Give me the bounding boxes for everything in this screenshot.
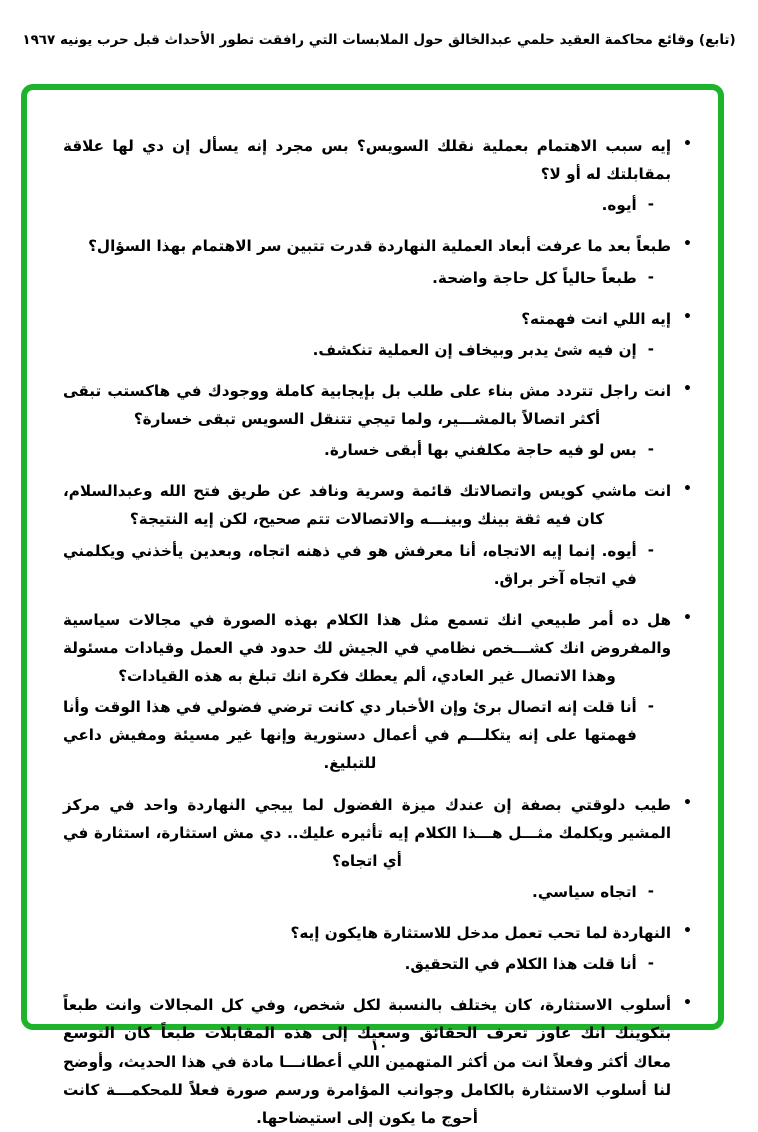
bullet-icon: • xyxy=(683,308,692,325)
dash-icon: - xyxy=(647,954,654,973)
question-text: إيه سبب الاهتمام بعملية نقلك السويس؟ بس مجرد إنه يسأل إن دي لها علاقة بمقابلتك له أو لا؟ xyxy=(63,137,672,184)
dialog-item xyxy=(63,791,692,907)
dash-icon: - xyxy=(647,440,654,459)
answer-text: أنا قلت هذا الكلام في التحقيق. xyxy=(404,955,637,974)
answer-text: اتجاه سياسي. xyxy=(532,882,637,901)
dialog-item xyxy=(63,377,692,464)
question-row xyxy=(63,919,692,947)
dash-icon: - xyxy=(647,267,654,286)
answer-row xyxy=(63,264,692,292)
answer-text: بس لو فيه حاجة مكلفني بها أبقى خسارة. xyxy=(324,441,637,460)
dialog-item xyxy=(63,232,692,291)
dialog-item xyxy=(63,305,692,364)
dash-icon: - xyxy=(647,881,654,900)
dialog-content xyxy=(27,90,718,1132)
question-text: طبعاً بعد ما عرفت أبعاد العملية النهاردة قدرت تتبين سر الاهتمام بهذا السؤال؟ xyxy=(88,237,672,256)
question-row xyxy=(63,232,692,260)
answer-row xyxy=(63,950,692,978)
dialog-item xyxy=(63,477,692,593)
question-row xyxy=(63,791,692,875)
page-title: (تابع) وقائع محاكمة العقيد حلمي عبدالخالق حول الملابسات التي رافقت تطور الأحداث قبل حرب يونيه ١٩٦٧ xyxy=(22,32,736,48)
dash-icon: - xyxy=(647,339,654,358)
bullet-icon: • xyxy=(683,136,692,152)
question-row xyxy=(63,477,692,533)
question-text: انت راجل تتردد مش بناء على طلب بل بإيجابية كاملة ووجودك في هاكستب تبقى أكثر اتصالاً بالمشـــير، ولما تيجي تتنقل السويس تبقى خسارة؟ xyxy=(63,381,672,428)
question-text: أسلوب الاستثارة، كان يختلف بالنسبة لكل شخص، وفي كل المجالات وانت طبعاً بتكوينك انك عاوز تعرف الحقائق وسعيك إلى هذه المقابلات طبعاً كان التوسع معاك أكثر وفعلاً انت من أكثر المتهمين اللي أعطانـــا مادة في هذا الحديث، وأوضح لنا أسلوب الاستثارة بالكامل وجوانب المؤامرة ورسم صورة فعلاً للمحكمـــة كانت أحوج ما يكون إلى استيضاحها. xyxy=(63,996,672,1127)
answer-text: أيوه. xyxy=(601,196,637,215)
bullet-icon: • xyxy=(683,380,692,397)
bullet-icon: • xyxy=(683,481,692,498)
question-row xyxy=(63,377,692,433)
question-row xyxy=(63,305,692,333)
bullet-icon: • xyxy=(683,794,692,811)
question-text: انت ماشي كويس واتصالاتك قائمة وسرية ونافد عن طريق فتح الله وعبدالسلام، كان فيه ثقة بينك وبينـــه والاتصالات تتم صحيح، لكن إيه النتيجة؟ xyxy=(63,482,672,529)
answer-text: أنا قلت إنه اتصال برئ وإن الأخبار دي كانت ترضي فضولي في هذا الوقت وأنا فهمتها على إنه يتكلـــم في أعمال دستورية وإنها غير مسيئة ومفيش داعي للتبليغ. xyxy=(63,698,637,773)
question-text: النهاردة لما تحب تعمل مدخل للاستثارة هايكون إيه؟ xyxy=(290,924,672,942)
page-number: ١٠ xyxy=(370,1038,388,1054)
answer-row xyxy=(63,436,692,464)
question-text: إيه اللي انت فهمته؟ xyxy=(521,309,672,328)
answer-row xyxy=(63,537,692,593)
answer-row xyxy=(63,191,692,219)
bullet-icon: • xyxy=(683,236,692,253)
answer-text: أيوه. إنما إيه الاتجاه، أنا معرفش هو في ذهنه اتجاه، وبعدين يأخذني ويكلمني في اتجاه آخر براق. xyxy=(63,541,637,588)
answer-row xyxy=(63,693,692,777)
question-row xyxy=(63,606,692,690)
answer-row xyxy=(63,878,692,906)
dialog-item xyxy=(63,991,692,1132)
dash-icon: - xyxy=(647,195,654,214)
bullet-icon: • xyxy=(683,923,692,939)
answer-text: إن فيه شئ يدبر وبيخاف إن العملية تنكشف. xyxy=(312,340,637,359)
dash-icon: - xyxy=(647,697,654,716)
question-row xyxy=(63,132,692,188)
answer-row xyxy=(63,336,692,364)
dialog-item xyxy=(63,132,692,219)
bullet-icon: • xyxy=(683,609,692,626)
dialog-item xyxy=(63,606,692,778)
dialog-item xyxy=(63,919,692,978)
question-text: هل ده أمر طبيعي انك تسمع مثل هذا الكلام بهذه الصورة في مجالات سياسية والمفروض انك كشـــخص نظامي في الجيش لك حدود في العمل وقيادات مسئولة وهذا الاتصال غير العادي، ألم يعطك فكرة انك تبلغ به هذه القيادات؟ xyxy=(63,610,672,685)
question-text: طيب دلوقتي بصفة إن عندك ميزة الفضول لما ييجي النهاردة واحد في مركز المشير ويكلمك مثـــل هـــذا الكلام إيه تأثيره عليك.. دي مش استثارة، استثارة في أي اتجاه؟ xyxy=(63,795,672,870)
question-row xyxy=(63,991,692,1132)
dash-icon: - xyxy=(647,540,654,559)
answer-text: طبعاً حالياً كل حاجة واضحة. xyxy=(432,268,637,287)
bullet-icon: • xyxy=(683,995,692,1012)
